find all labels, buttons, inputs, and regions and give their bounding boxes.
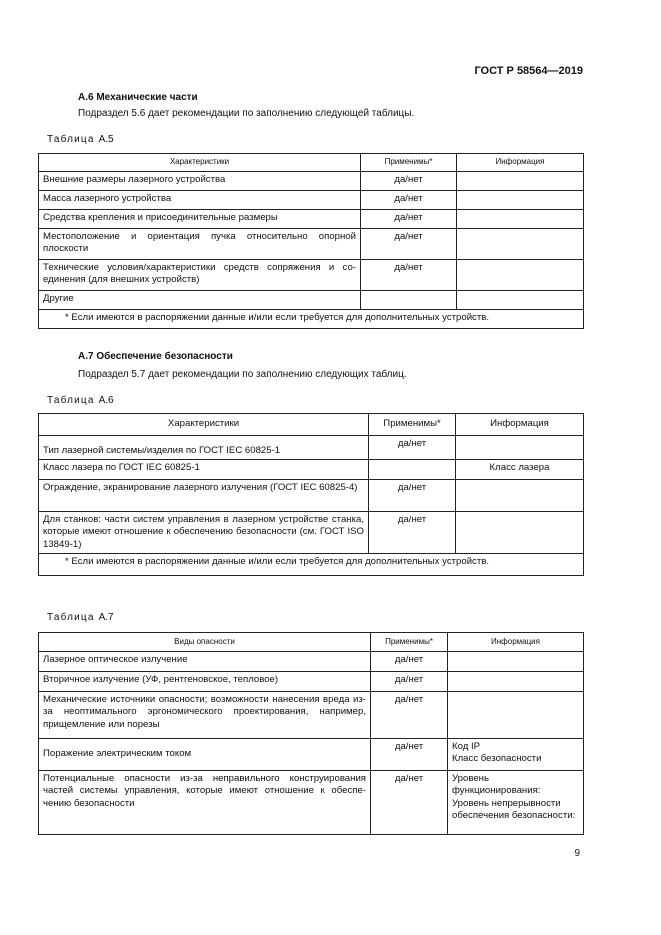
section-a7-text: Подраздел 5.7 дает рекомендации по заполнению следующих таблиц. (78, 369, 407, 380)
table-cell (456, 512, 584, 554)
standard-designation: ГОСТ Р 58564—2019 (474, 65, 583, 77)
table-header-row (39, 633, 584, 652)
table-cell: да/нет (369, 480, 456, 512)
table-cell: Уровень функционирования: Уровень непрерывности обеспечения безопасности: (448, 771, 584, 835)
table-cell: Поражение электрическим током (39, 739, 371, 771)
table-cell: да/нет (361, 229, 457, 260)
table-row (39, 480, 584, 512)
section-a6-text: Подраздел 5.6 дает рекомендации по заполнению следующей таблицы. (78, 108, 415, 119)
table-row (39, 652, 584, 672)
section-a6-title: А.6 Механические части (78, 92, 198, 103)
section-a7-title: А.7 Обеспечение безопасности (78, 351, 233, 362)
column-header: Информация (456, 414, 584, 436)
table-caption-number: А.6 (98, 395, 114, 406)
table-cell: Средства крепления и присоединительные размеры (39, 210, 361, 229)
table-caption-number: А.7 (98, 612, 114, 623)
table-note-row (39, 554, 584, 576)
table-cell: да/нет (361, 210, 457, 229)
table-cell (456, 480, 584, 512)
table-cell (457, 229, 584, 260)
table-cell: Класс лазера (456, 460, 584, 480)
table-a5 (38, 153, 584, 329)
column-header: Информация (457, 154, 584, 172)
table-cell: Класс лазера по ГОСТ IEC 60825-1 (39, 460, 369, 480)
table-cell (457, 291, 584, 310)
table-a6-caption (47, 395, 114, 408)
table-cell: Технические условия/характеристики средств сопряжения и со-единения (для внешних устройств) (39, 260, 361, 291)
table-cell: да/нет (371, 771, 448, 835)
table-row (39, 739, 584, 771)
table-cell (448, 692, 584, 739)
table-cell (457, 172, 584, 191)
table-row (39, 436, 584, 460)
column-header: Виды опасности (39, 633, 371, 652)
column-header: Применимы* (371, 633, 448, 652)
table-cell: Тип лазерной системы/изделия по ГОСТ IEC 60825-1 (39, 436, 369, 460)
table-a7 (38, 632, 584, 835)
page-number: 9 (574, 848, 580, 859)
table-row (39, 260, 584, 291)
table-footnote: * Если имеются в распоряжении данные и/или если требуется для дополнительных устройств. (39, 310, 584, 329)
table-cell: Ограждение, экранирование лазерного излучения (ГОСТ IEC 60825-4) (39, 480, 369, 512)
table-note-row (39, 310, 584, 329)
table-cell (448, 652, 584, 672)
table-caption-number: А.5 (98, 134, 114, 145)
column-header: Характеристики (39, 154, 361, 172)
table-cell (457, 260, 584, 291)
table-cell: Потенциальные опасности из-за неправильного конструирования частей системы управления, которые имеют отношение к обеспе-чению безопасности (39, 771, 371, 835)
table-caption-word: Таблица (47, 612, 95, 623)
table-cell: Вторичное излучение (УФ, рентгеновское, тепловое) (39, 672, 371, 692)
table-row (39, 191, 584, 210)
table-cell: Другие (39, 291, 361, 310)
table-cell (456, 436, 584, 460)
table-cell (369, 460, 456, 480)
table-caption-word: Таблица (47, 134, 95, 145)
table-row (39, 512, 584, 554)
table-cell: Внешние размеры лазерного устройства (39, 172, 361, 191)
table-cell: Местоположение и ориентация пучка относительно опорной плоскости (39, 229, 361, 260)
table-cell: Масса лазерного устройства (39, 191, 361, 210)
table-cell: да/нет (361, 172, 457, 191)
table-cell: да/нет (371, 739, 448, 771)
table-cell (457, 191, 584, 210)
table-a6 (38, 413, 584, 576)
table-cell: да/нет (369, 436, 456, 460)
table-cell: Механические источники опасности; возможности нанесения вреда из-за неоптимального эргономического проектирования, например, прищемление или порезы (39, 692, 371, 739)
table-a5-caption (47, 134, 114, 147)
table-cell (448, 672, 584, 692)
table-row (39, 229, 584, 260)
table-row (39, 460, 584, 480)
table-a7-caption (47, 612, 114, 625)
table-cell: да/нет (361, 191, 457, 210)
table-row (39, 291, 584, 310)
table-cell (361, 291, 457, 310)
table-caption-word: Таблица (47, 395, 95, 406)
table-row (39, 771, 584, 835)
table-row (39, 210, 584, 229)
column-header: Применимы* (361, 154, 457, 172)
table-cell: Для станков: части систем управления в лазерном устройстве станка, которые имеют отношение к обеспечению безопасности (см. ГОСТ ISO 13849-1) (39, 512, 369, 554)
table-row (39, 692, 584, 739)
table-row (39, 672, 584, 692)
table-row (39, 172, 584, 191)
table-cell: да/нет (371, 692, 448, 739)
column-header: Характеристики (39, 414, 369, 436)
table-cell: да/нет (371, 672, 448, 692)
table-cell: да/нет (369, 512, 456, 554)
table-cell: Лазерное оптическое излучение (39, 652, 371, 672)
table-header-row (39, 154, 584, 172)
table-header-row (39, 414, 584, 436)
column-header: Применимы* (369, 414, 456, 436)
table-cell: да/нет (371, 652, 448, 672)
table-cell: да/нет (361, 260, 457, 291)
table-footnote: * Если имеются в распоряжении данные и/или если требуется для дополнительных устройств. (39, 554, 584, 576)
column-header: Информация (448, 633, 584, 652)
table-cell (457, 210, 584, 229)
table-cell: Код IP Класс безопасности (448, 739, 584, 771)
